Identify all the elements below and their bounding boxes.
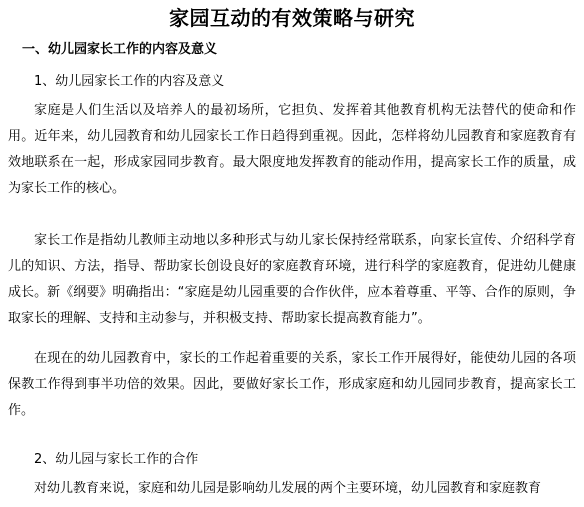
paragraph-2: 家长工作是指幼儿教师主动地以多种形式与幼儿家长保持经常联系，向家长宣传、介绍科学育儿的知识、方法，指导、帮助家长创设良好的家庭教育环境，进行科学的家庭教育，促进幼儿健康成长。新《纲要》明确指出：“家庭是幼儿园重要的合作伙伴，应本着尊重、平等、合作的原则，争取家长的理解、支持和主动参与，并积极支持、帮助家长提高教育能力”。 — [8, 233, 576, 326]
paragraph-1: 家庭是人们生活以及培养人的最初场所，它担负、发挥着其他教育机构无法替代的使命和作用。近年来，幼儿园教育和幼儿园家长工作日趋得到重视。因此，怎样将幼儿园教育和家庭教育有效地联系在一起，形成家园同步教育。最大限度地发挥教育的能动作用，提高家长工作的质量，成为家长工作的核心。 — [8, 103, 576, 196]
paragraph-4: 对幼儿教育来说，家庭和幼儿园是影响幼儿发展的两个主要环境，幼儿园教育和家庭教育 — [34, 481, 542, 496]
document-title: 家园互动的有效策略与研究 — [169, 6, 415, 30]
paragraph-3: 在现在的幼儿园教育中，家长的工作起着重要的关系，家长工作开展得好，能使幼儿园的各项保教工作得到事半功倍的效果。因此，要做好家长工作，形成家庭和幼儿园同步教育，提高家长工作。 — [8, 351, 576, 418]
subsection-heading-2: 2、幼儿园与家长工作的合作 — [34, 452, 199, 467]
section-heading: 一、幼儿园家长工作的内容及意义 — [22, 42, 218, 57]
subsection-heading-1: 1、幼儿园家长工作的内容及意义 — [34, 74, 225, 89]
